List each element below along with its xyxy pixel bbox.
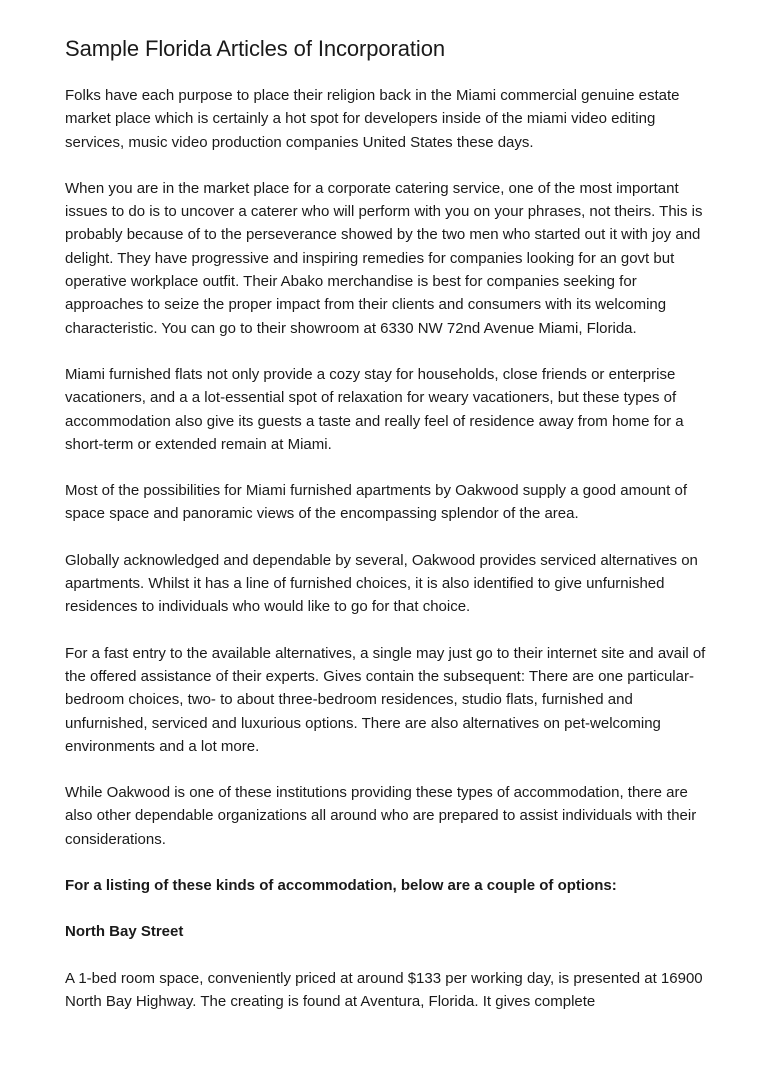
paragraph-5: Globally acknowledged and dependable by several, Oakwood provides serviced alternatives on apartments. Whilst it has a line of furnished choices, it is also identified to give unfurnished residences to individuals who would like to go for that choice. xyxy=(65,551,698,616)
paragraph-3: Miami furnished flats not only provide a cozy stay for households, close friends or enterprise vacationers, and a a lot-essential spot of relaxation for weary vacationers, but these types of accommodation also give its guests a taste and really feel of residence away from home for a short-term or extended remain at Miami. xyxy=(65,365,684,453)
document-page xyxy=(65,36,710,1036)
paragraph-1: Folks have each purpose to place their religion back in the Miami commercial genuine estate market place which is certainly a hot spot for developers inside of the miami video editing services, music video production companies United States these days. xyxy=(65,87,680,151)
paragraph-6: For a fast entry to the available alternatives, a single may just go to their internet site and avail of the offered assistance of their experts. Gives contain the subsequent: There are one particular-bedroom choices, two- to about three-bedroom residences, studio flats, furnished and unfurnished, serviced and luxurious options. There are also alternatives on pet-welcoming environments and a lot more. xyxy=(65,644,706,755)
section-paragraph: A 1-bed room space, conveniently priced at around $133 per working day, is presented at 16900 North Bay Highway. The creating is found at Aventura, Florida. It gives complete xyxy=(65,969,703,1010)
paragraph-2: When you are in the market place for a corporate catering service, one of the most important issues to do is to uncover a caterer who will perform with you on your phrases, not theirs. This is probably because of to the perseverance showed by the two men who started out it with joy and delight. They have progressive and inspiring remedies for companies looking for an govt but operative workplace outfit. Their Abako merchandise is best for companies seeking for approaches to seize the proper impact from their clients and consumers with its welcoming characteristic. You can go to their showroom at 6330 NW 72nd Avenue Miami, Florida. xyxy=(65,179,703,337)
listing-heading: For a listing of these kinds of accommodation, below are a couple of options: xyxy=(65,877,617,895)
section-heading: North Bay Street xyxy=(65,923,184,941)
paragraph-7: While Oakwood is one of these institutions providing these types of accommodation, there are also other dependable organizations all around who are prepared to assist individuals with their considerations. xyxy=(65,784,697,848)
paragraph-4: Most of the possibilities for Miami furnished apartments by Oakwood supply a good amount of space space and panoramic views of the encompassing splendor of the area. xyxy=(65,482,687,523)
page-title: Sample Florida Articles of Incorporation xyxy=(65,36,445,61)
